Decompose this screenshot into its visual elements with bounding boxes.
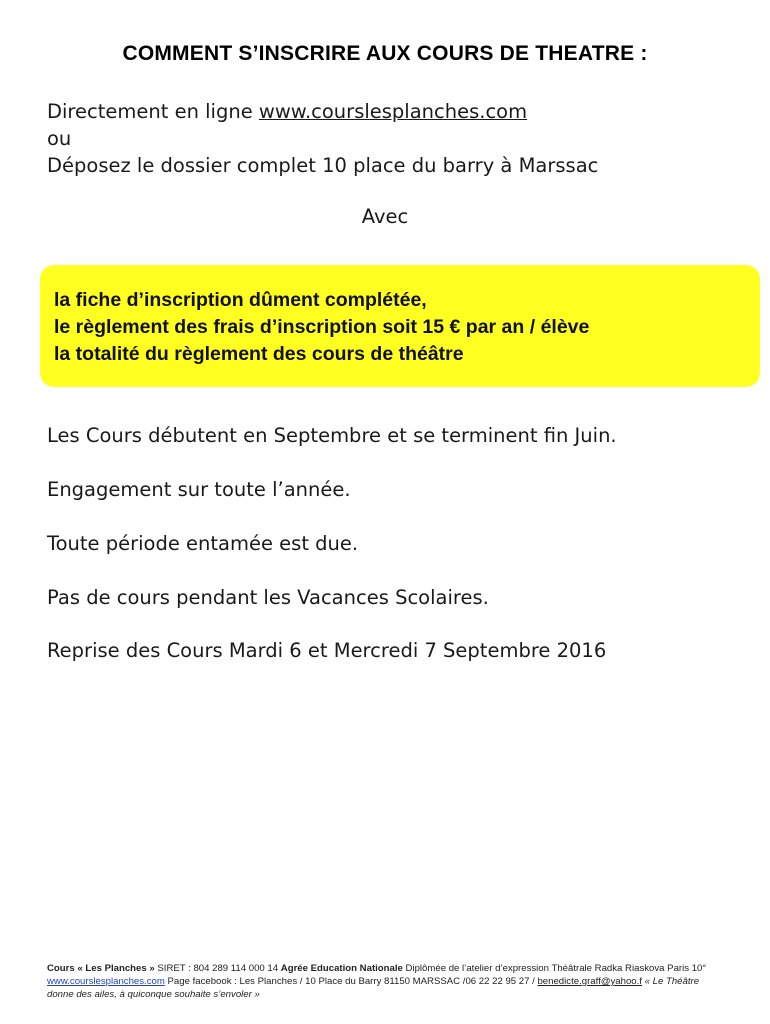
- paragraph-season: Les Cours débutent en Septembre et se terminent fin Juin.: [47, 424, 617, 447]
- required-item-form: la fiche d’inscription dûment complétée,: [54, 289, 427, 311]
- footer-address: Page facebook : Les Planches / 10 Place du Barry 81150 MARSSAC /06 22 22 95 27 /: [164, 976, 538, 987]
- paragraph-resumption: Reprise des Cours Mardi 6 et Mercredi 7 Septembre 2016: [47, 639, 607, 662]
- paragraph-commitment: Engagement sur toute l’année.: [47, 478, 351, 501]
- paragraph-holidays: Pas de cours pendant les Vacances Scolaires.: [47, 586, 489, 609]
- intro-online-text: Directement en ligne: [47, 100, 259, 123]
- website-link[interactable]: www.courslesplanches.com: [258, 100, 528, 123]
- footer-diplome: Diplômée de l’atelier d’expression Théâtrale Radka Riaskova Paris 10°: [402, 963, 707, 974]
- footer-siret: SIRET : 804 289 114 000 14: [154, 963, 281, 974]
- footer-email-link[interactable]: benedicte.graff@yahoo.f: [537, 976, 642, 987]
- intro-line-deposit: Déposez le dossier complet 10 place du barry à Marssac: [47, 154, 599, 177]
- footer-brand: Cours « Les Planches »: [47, 963, 155, 974]
- footer: [47, 962, 727, 1001]
- paragraph-period-due: Toute période entamée est due.: [47, 532, 359, 555]
- required-item-fee: le règlement des frais d’inscription soit 15 € par an / élève: [54, 316, 590, 338]
- intro-block: [47, 98, 737, 179]
- required-documents-box: [40, 265, 760, 387]
- footer-website-link[interactable]: www.courslesplanches.com: [47, 976, 165, 987]
- footer-agree: Agrée Education Nationale: [280, 963, 403, 974]
- footer-quote: « Le Théâtre donne des ailes, à quiconque souhaite s’envoler »: [47, 976, 700, 1000]
- avec-label: Avec: [361, 205, 409, 228]
- intro-line-online: [47, 98, 737, 125]
- required-item-payment: la totalité du règlement des cours de théâtre: [54, 343, 464, 365]
- intro-line-or: ou: [47, 127, 72, 150]
- page-title: COMMENT S’INSCRIRE AUX COURS DE THEATRE :: [122, 42, 648, 65]
